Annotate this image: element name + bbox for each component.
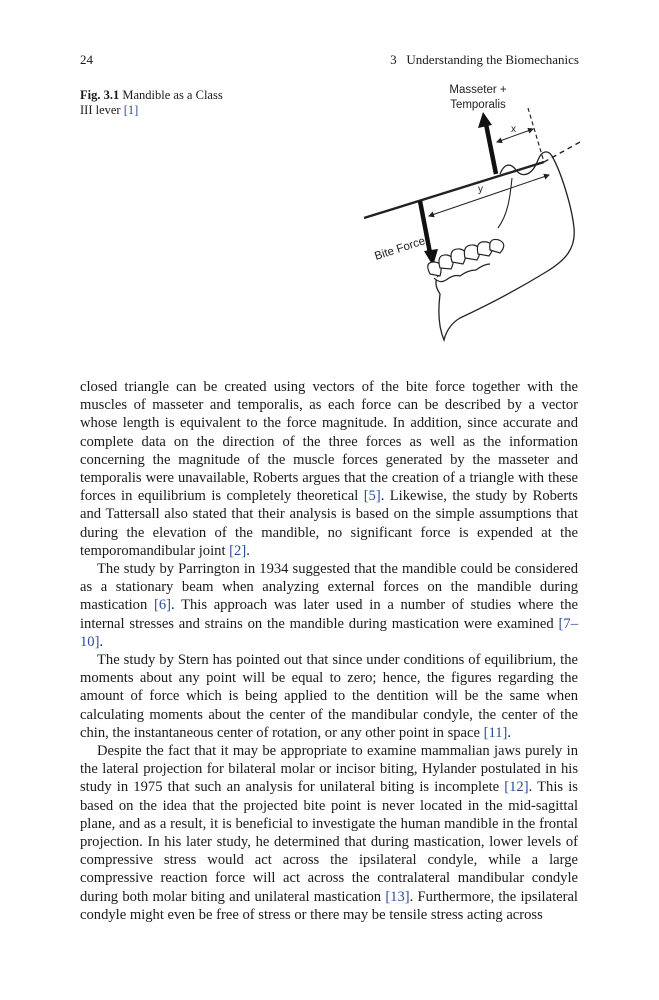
figure-label: Fig. 3.1 (80, 88, 120, 102)
paragraph-text: The study by Parrington in 1934 suggested that the mandible could be considered as a stationary beam when analyzing external forces on the mandible during mastication (80, 561, 578, 614)
figure-caption (80, 88, 230, 118)
citation-link[interactable]: [2] (229, 542, 247, 559)
citation-link[interactable]: [6] (153, 597, 171, 614)
y-dimension (429, 175, 549, 216)
paragraph-text: . Furthermore, the ipsilateral condyle might even be free of stress or there may be tensile stress acting across (80, 888, 578, 923)
paragraph (80, 651, 578, 742)
paragraph-text: closed triangle can be created using vectors of the bite force together with the muscles of masseter and temporalis, as each force can be described by a vector whose length is equivalent to the force magnitude. In addition, since accurate and complete data on the direction of the three forces as well as the information concerning the magnitude of the muscle forces generated by the masseter and temporalis were unavailable, Roberts argues that the creation of a triangle with these forces in equilibrium is completely theoretical (80, 379, 578, 505)
paragraph-text: The study by Stern has pointed out that since under conditions of equilibrium, the moments about any point will be equal to zero; hence, the figures regarding the amount of force which is being applied to the dentition will be the same when calculating moments about the center of the mandibular condyle, the center of the chin, the instantaneous center of rotation, or any other point in space (80, 652, 578, 741)
masseter-label-line2: Temporalis (450, 99, 506, 111)
paragraph-text: . This is based on the idea that the projected bite point is never located in the mid-sagittal plane, and as a result, it is beneficial to investigate the human mandible in the frontal projection. In his later study, he determined that during mastication, lower levels of compressive stress would act across the ipsilateral condyle, while a large compressive reaction force will act across the contralateral mandibular condyle during both molar biting and unilateral mastication (80, 779, 578, 905)
body-text (80, 378, 578, 924)
citation-link[interactable]: [12] (504, 779, 529, 796)
bite-force-label: Bite Force (373, 235, 427, 263)
ramus-line (498, 178, 512, 228)
muscle-arrowhead (478, 112, 492, 128)
paragraph-text: . (246, 542, 250, 559)
citation-link[interactable]: [7–10] (80, 615, 578, 650)
paragraph (80, 742, 578, 924)
paragraph (80, 378, 578, 560)
mandible-diagram (350, 78, 595, 348)
paragraph-text: Despite the fact that it may be appropriate to examine mammalian jaws purely in the lateral projection for bilateral molar or incisor biting, Hylander postulated in his study in 1975 that such an analysis for unilateral biting is incomplete (80, 743, 578, 796)
teeth (428, 239, 504, 281)
x-label: x (511, 124, 516, 135)
muscle-force-arrow (486, 124, 496, 174)
running-head: 3 Understanding the Biomechanics (390, 52, 579, 67)
paragraph (80, 560, 578, 651)
caption-text: Mandible as a Class III lever (80, 88, 223, 117)
mandible-outline (436, 152, 574, 340)
paragraph-text: . Likewise, the study by Roberts and Tattersall also stated that their analysis is based on the simple assumptions that during the elevation of the mandible, no significant force is expended at the temporomandibular joint (80, 488, 578, 559)
paragraph-text: . (99, 633, 104, 650)
citation-link[interactable]: [11] (483, 724, 508, 741)
mandible-lever-figure (350, 78, 595, 348)
paragraph-text: . (507, 724, 512, 741)
page-number: 24 (80, 52, 93, 67)
citation-link[interactable]: [13] (385, 888, 410, 905)
masseter-label-line1: Masseter + (449, 84, 507, 96)
y-label: y (478, 184, 483, 195)
lever-extension (544, 142, 580, 162)
paragraph-text: . This approach was later used in a number of studies where the internal stresses and strains on the mandible during mastication were examined (80, 597, 578, 632)
citation-link[interactable]: [5] (363, 488, 381, 505)
caption-citation[interactable]: [1] (123, 103, 139, 117)
